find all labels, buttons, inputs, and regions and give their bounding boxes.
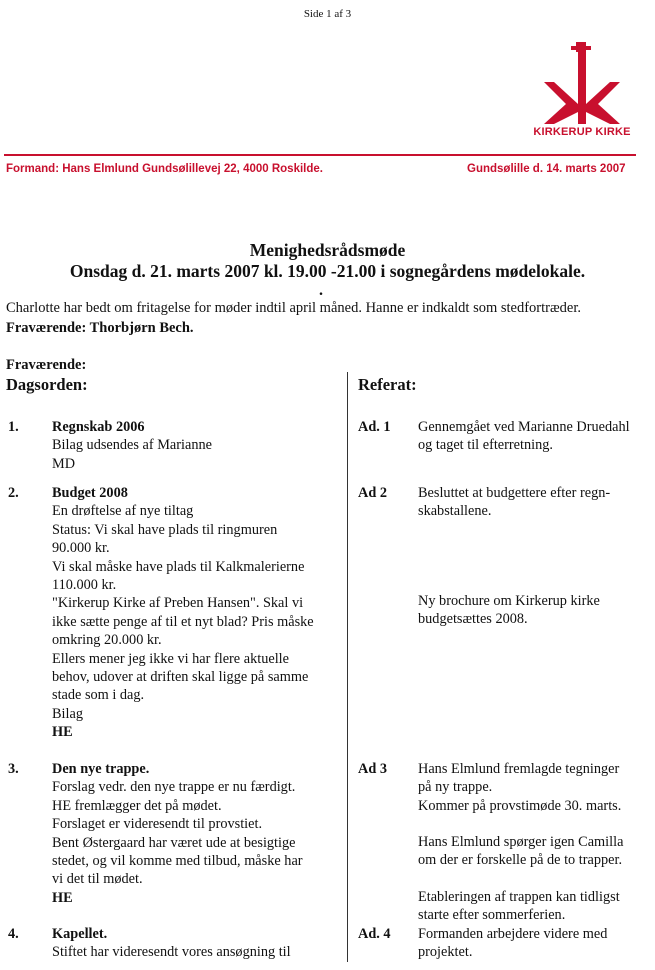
agenda-item xyxy=(52,418,212,473)
item-line: behov, udover at driften skal ligge på samme xyxy=(52,669,309,686)
minutes-line: Kommer på provstimøde 30. marts. xyxy=(418,797,622,814)
item-line: "Kirkerup Kirke af Preben Hansen". Skal vi xyxy=(52,595,304,612)
meeting-details: Onsdag d. 21. marts 2007 kl. 19.00 -21.00 i sognegårdens mødelokale. xyxy=(69,261,586,281)
item-title: Kapellet. xyxy=(52,926,108,942)
item-line: Bent Østergaard har været ude at besigtige xyxy=(52,834,296,851)
minutes-line: Formanden arbejdere videre med xyxy=(418,926,608,942)
minutes-heading: Referat: xyxy=(358,375,417,394)
absent-line: Fraværende: Thorbjørn Bech. xyxy=(6,320,194,336)
minutes-line: og taget til efterretning. xyxy=(418,437,553,454)
agenda-item xyxy=(52,925,291,962)
item-line: omkring 20.000 kr. xyxy=(52,632,162,649)
document-title: Menighedsrådsmøde xyxy=(249,240,406,260)
minutes-text xyxy=(418,418,630,455)
minutes-text xyxy=(418,888,620,925)
item-title: Budget 2008 xyxy=(52,485,128,501)
item-line: ikke sætte penge af til et nyt blad? Pris måske xyxy=(52,613,314,630)
page-number: Side 1 af 3 xyxy=(303,8,352,20)
intro-line: Charlotte har bedt om fritagelse for møder indtil april måned. Hanne er indkaldt som stedfortræder. xyxy=(6,300,582,316)
item-number: 1. xyxy=(8,419,19,435)
column-divider xyxy=(347,372,348,962)
item-initials: HE xyxy=(52,889,73,906)
item-line: vi det til mødet. xyxy=(52,871,143,888)
item-title: Den nye trappe. xyxy=(52,761,150,777)
item-line: 90.000 kr. xyxy=(52,540,110,557)
item-line: Ellers mener jeg ikke vi har flere aktuelle xyxy=(52,650,289,667)
item-number: 2. xyxy=(8,485,19,501)
minutes-text xyxy=(418,484,610,521)
item-line: stade som i dag. xyxy=(52,687,145,704)
agenda-item xyxy=(52,760,303,907)
item-line: Bilag xyxy=(52,705,83,722)
logo-text: KIRKERUP KIRKE xyxy=(533,126,631,138)
minutes-text xyxy=(418,592,600,629)
minutes-line: starte efter sommerferien. xyxy=(418,907,566,924)
item-line: 110.000 kr. xyxy=(52,577,117,594)
minutes-ad: Ad. 1 xyxy=(358,419,391,435)
minutes-text xyxy=(418,833,623,870)
header-rule xyxy=(4,154,636,156)
agenda-item xyxy=(52,484,314,742)
item-line: HE fremlægger det på mødet. xyxy=(52,797,222,814)
minutes-line: skabstallene. xyxy=(418,503,492,520)
item-line: En drøftelse af nye tiltag xyxy=(52,503,194,520)
item-title: Regnskab 2006 xyxy=(52,419,145,435)
item-number: 4. xyxy=(8,926,19,942)
item-number: 3. xyxy=(8,761,19,777)
item-line: Forslaget er videresendt til provstiet. xyxy=(52,816,263,833)
header-chairman: Formand: Hans Elmlund Gundsølillevej 22, 4000 Roskilde. xyxy=(6,163,323,175)
header-date: Gundsølille d. 14. marts 2007 xyxy=(467,163,626,175)
minutes-line: Hans Elmlund spørger igen Camilla xyxy=(418,834,624,850)
item-line: Status: Vi skal have plads til ringmuren xyxy=(52,521,278,538)
minutes-ad: Ad 3 xyxy=(358,761,387,777)
item-initials: HE xyxy=(52,724,73,741)
minutes-line: projektet. xyxy=(418,944,473,961)
minutes-line: Gennemgået ved Marianne Druedahl xyxy=(418,419,630,435)
item-line: Forslag vedr. den nye trappe er nu færdigt. xyxy=(52,779,296,796)
absent-label: Fraværende: xyxy=(6,357,87,373)
minutes-ad: Ad. 4 xyxy=(358,926,391,942)
minutes-line: Hans Elmlund fremlagde tegninger xyxy=(418,761,620,777)
item-line: Stiftet har videresendt vores ansøgning til xyxy=(52,944,291,961)
item-line: MD xyxy=(52,455,76,472)
minutes-text xyxy=(418,925,607,962)
minutes-line: om der er forskelle på de to trapper. xyxy=(418,852,623,869)
item-line: Vi skal måske have plads til Kalkmalerierne xyxy=(52,558,305,575)
minutes-line: budgetsættes 2008. xyxy=(418,611,528,628)
item-line: stedet, og vil komme med tilbud, måske har xyxy=(52,853,303,870)
item-line: Bilag udsendes af Marianne xyxy=(52,437,212,454)
minutes-line: Etableringen af trappen kan tidligst xyxy=(418,889,620,905)
minutes-line: Ny brochure om Kirkerup kirke xyxy=(418,593,600,609)
bullet-dot: . xyxy=(319,282,323,299)
agenda-heading: Dagsorden: xyxy=(6,375,88,394)
minutes-text xyxy=(418,760,621,815)
minutes-ad: Ad 2 xyxy=(358,485,387,501)
minutes-line: på ny trappe. xyxy=(418,779,493,796)
minutes-line: Besluttet at budgettere efter regn- xyxy=(418,485,611,501)
